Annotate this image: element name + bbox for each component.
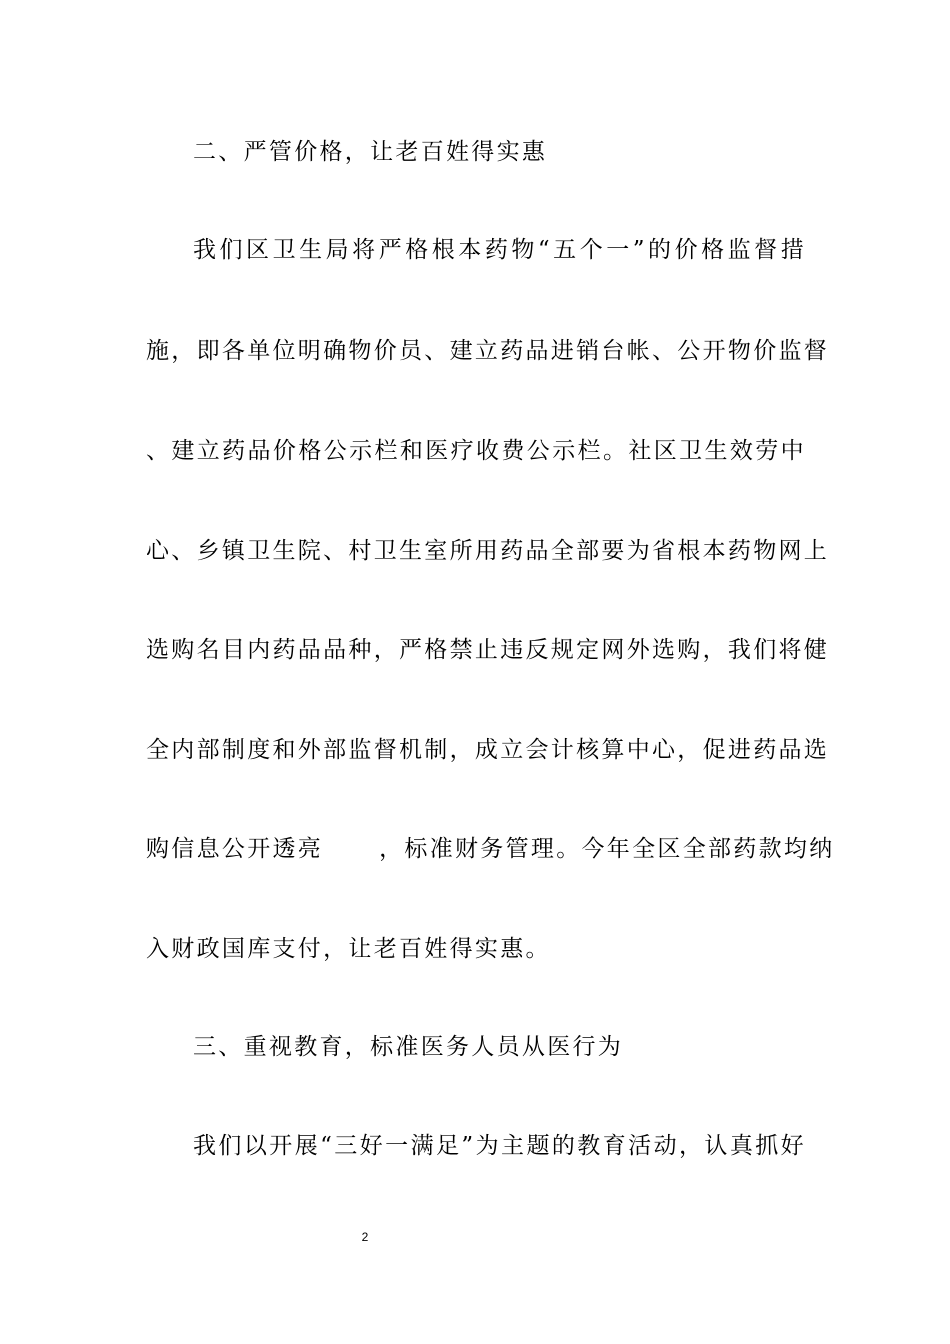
paragraph-line-part: ，标准财务管理。今年全区全部药款均纳 <box>379 836 835 862</box>
paragraph-line: 选购名目内药品品种，严格禁止违反规定网外选购，我们将健 <box>146 637 830 663</box>
paragraph-line: 施，即各单位明确物价员、建立药品进销台帐、公开物价监督 <box>146 338 830 364</box>
paragraph-line: 、建立药品价格公示栏和医疗收费公示栏。社区卫生效劳中 <box>146 438 806 464</box>
section-three-heading: 三、重视教育，标准医务人员从医行为 <box>193 1034 624 1060</box>
paragraph-line: 我们区卫生局将严格根本药物“五个一”的价格监督措 <box>193 237 806 263</box>
paragraph-line: 全内部制度和外部监督机制，成立会计核算中心，促进药品选 <box>146 737 830 763</box>
paragraph-line: 心、乡镇卫生院、村卫生室所用药品全部要为省根本药物网上 <box>146 538 830 564</box>
paragraph-line: 我们以开展“三好一满足”为主题的教育活动，认真抓好 <box>193 1133 806 1159</box>
section-two-heading: 二、严管价格，让老百姓得实惠 <box>193 139 548 165</box>
page-number: 2 <box>361 1230 369 1244</box>
paragraph-line-split <box>146 833 835 865</box>
paragraph-line: 入财政国库支付，让老百姓得实惠。 <box>146 936 551 962</box>
paragraph-line-part: 购信息公开透亮 <box>146 836 324 862</box>
